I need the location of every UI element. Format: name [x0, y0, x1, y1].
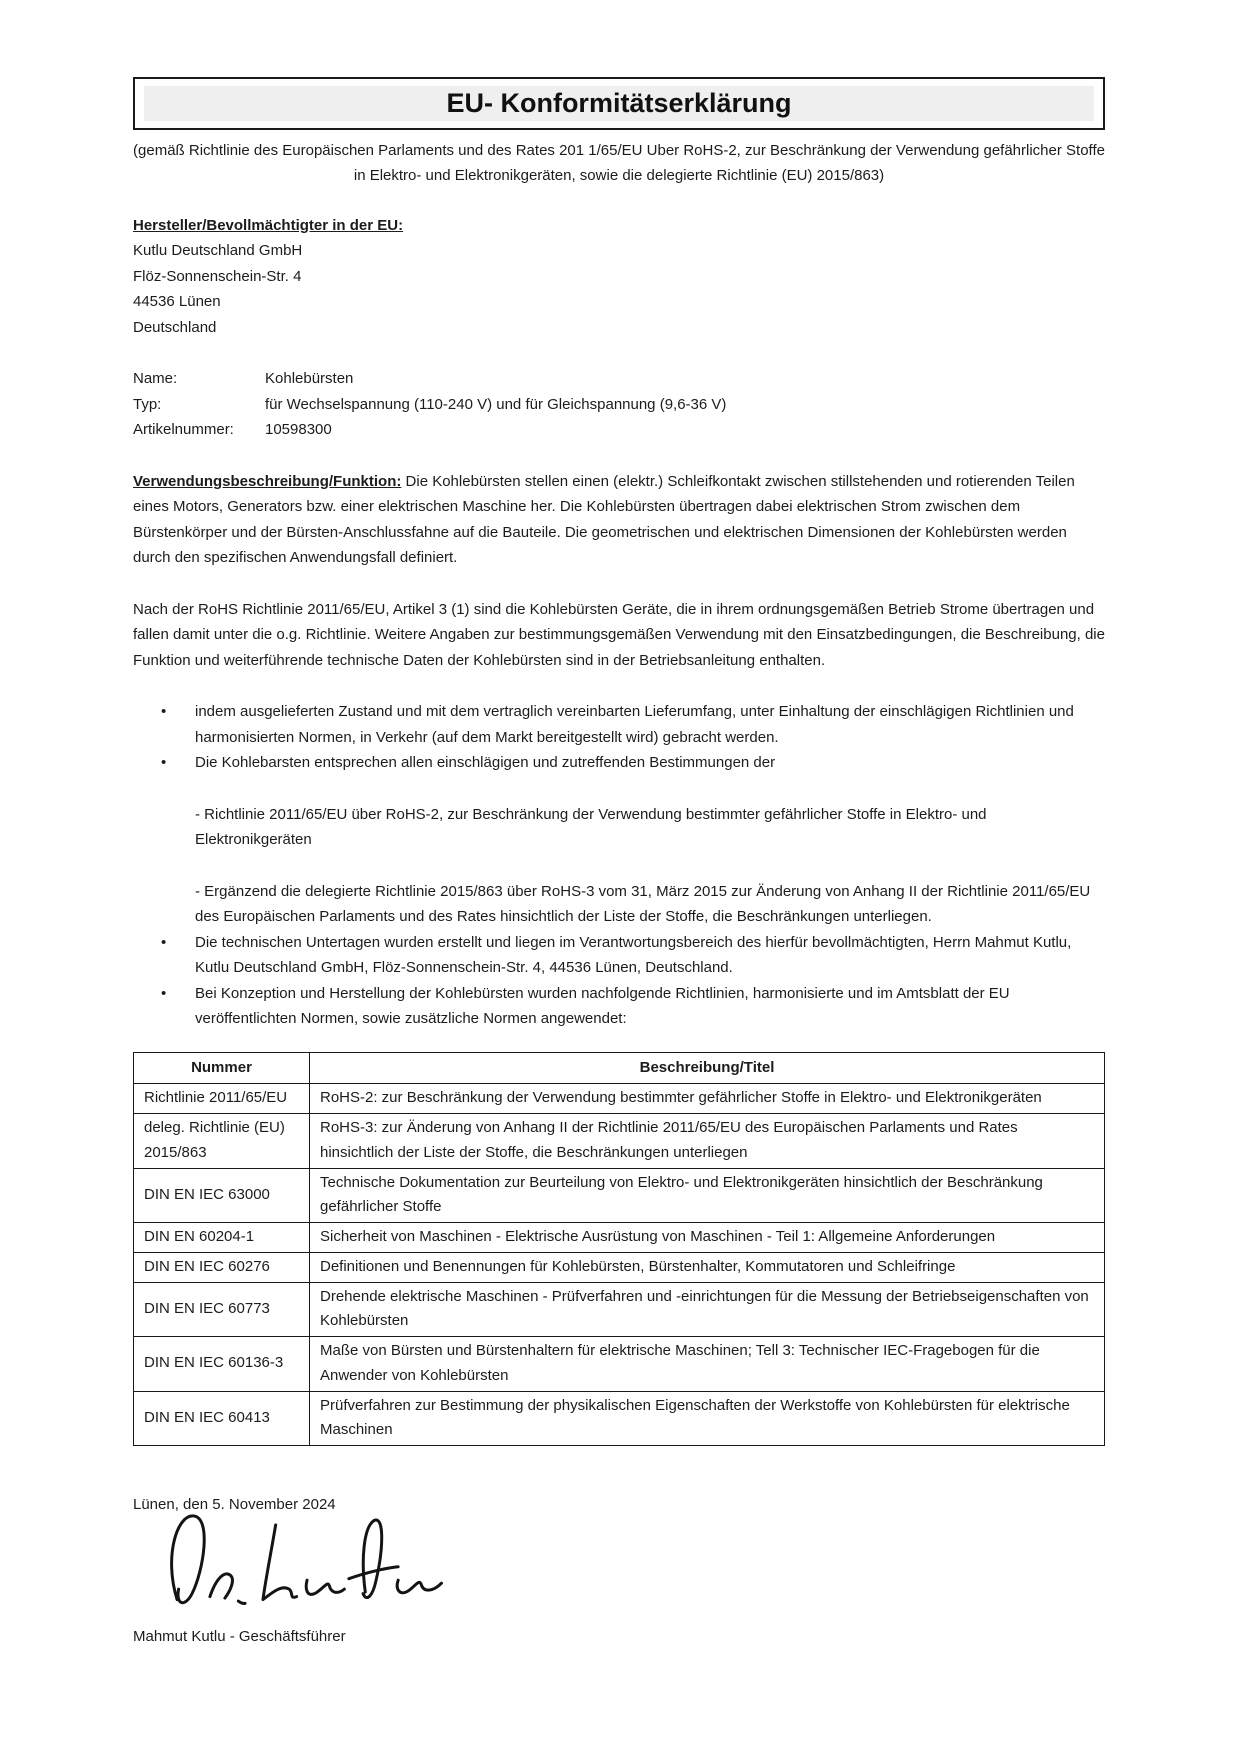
norm-title: Prüfverfahren zur Bestimmung der physikalischen Eigenschaften der Werkstoffe von Kohlebürsten für elektrische Maschinen — [310, 1391, 1105, 1446]
manufacturer-heading: Hersteller/Bevollmächtigter in der EU: — [133, 216, 404, 234]
table-header-title: Beschreibung/Titel — [310, 1052, 1105, 1084]
norm-title: Drehende elektrische Maschinen - Prüfverfahren und -einrichtungen für die Messung der Betriebseigenschaften von Kohlebürsten — [310, 1282, 1105, 1337]
usage-description-paragraph — [133, 469, 1105, 571]
bullet-text — [195, 750, 1105, 930]
product-articlenumber-value: 10598300 — [265, 421, 332, 439]
manufacturer-country: Deutschland — [133, 318, 217, 336]
manufacturer-city: 44536 Lünen — [133, 293, 221, 311]
bullet-text-main: Die Kohlebarsten entsprechen allen einschlägigen und zutreffenden Bestimmungen der — [195, 754, 776, 772]
norm-number: DIN EN IEC 60773 — [134, 1282, 310, 1337]
norm-number: DIN EN IEC 60276 — [134, 1252, 310, 1282]
product-name-value: Kohlebürsten — [265, 370, 354, 388]
norm-title: Definitionen und Benennungen für Kohlebürsten, Bürstenhalter, Kommutatoren und Schleifringe — [310, 1252, 1105, 1282]
norm-number: Richtlinie 2011/65/EU — [134, 1084, 310, 1114]
bullet-sub-item: - Richtlinie 2011/65/EU über RoHS-2, zur Beschränkung der Verwendung bestimmter gefährlicher Stoffe in Elektro- und Elektronikgeräten — [195, 805, 987, 849]
product-type-value: für Wechselspannung (110-240 V) und für Gleichspannung (9,6-36 V) — [265, 395, 727, 413]
product-type-row — [133, 392, 1105, 418]
usage-description-text: Die Kohlebürsten stellen einen (elektr.) Schleifkontakt zwischen stillstehenden und rotierenden Teilen eines Motors, Generators bzw. einer elektrischen Maschine her. Die Kohlebürsten übertragen dabei elektrischen Strom zwischen dem Bürstenkörper und der Bürsten-Anschlussfahne auf die Bauteile. Die geometrischen und elektrischen Dimensionen der Kohlebürsten werden durch den spezifischen Anwendungsfall definiert. — [133, 472, 1075, 567]
table-row — [134, 1252, 1105, 1282]
norm-title: Maße von Bürsten und Bürstenhaltern für elektrische Maschinen; Tell 3: Technischer IEC-Fragebogen für die Anwender von Kohlebürsten — [310, 1337, 1105, 1392]
product-name-label: Name: — [133, 370, 178, 388]
bullet-text: Die technischen Untertagen wurden erstellt und liegen im Verantwortungsbereich des hierfür bevollmächtigten, Herrn Mahmut Kutlu, Kutlu Deutschland GmbH, Flöz-Sonnenschein-Str. 4, 44536 Lünen, Deutschland. — [195, 933, 1072, 977]
manufacturer-street: Flöz-Sonnenschein-Str. 4 — [133, 267, 302, 285]
conformity-bullet-list — [133, 699, 1105, 1032]
signature-date-line: Lünen, den 5. November 2024 — [133, 1496, 336, 1514]
document-subtitle: (gemäß Richtlinie des Europäischen Parlaments und des Rates 201 1/65/EU Uber RoHS-2, zur Beschränkung der Verwendung gefährlicher Stoffe in Elektro- und Elektronikgeräten, sowie die delegierte Richtlinie (EU) 2015/863) — [133, 142, 1105, 184]
document-title: EU- Konformitätserklärung — [144, 86, 1094, 121]
bullet-text: Bei Konzeption und Herstellung der Kohlebürsten wurden nachfolgende Richtlinien, harmonisierte und im Amtsblatt der EU veröffentlichten Normen, sowie zusätzliche Normen angewendet: — [195, 984, 1010, 1028]
product-articlenumber-row — [133, 417, 1105, 443]
usage-description-heading: Verwendungsbeschreibung/Funktion: — [133, 472, 402, 490]
rohs-paragraph: Nach der RoHS Richtlinie 2011/65/EU, Artikel 3 (1) sind die Kohlebürsten Geräte, die in ihrem ordnungsgemäßen Betrieb Strome übertragen und fallen damit unter die o.g. Richtlinie. Weitere Angaben zur bestimmungsgemäßen Verwendung mit den Einsatzbedingungen, die Beschreibung, die Funktion und weiterführende technische Daten der Kohlebürsten sind in der Betriebsanleitung enthalten. — [133, 600, 1105, 669]
table-row — [134, 1168, 1105, 1223]
table-row — [134, 1282, 1105, 1337]
list-item — [133, 981, 1105, 1032]
norm-number: DIN EN IEC 60413 — [134, 1391, 310, 1446]
norms-table — [133, 1052, 1105, 1447]
norm-number: deleg. Richtlinie (EU) 2015/863 — [134, 1114, 310, 1169]
bullet-icon — [133, 750, 195, 930]
list-item — [133, 930, 1105, 981]
table-row — [134, 1391, 1105, 1446]
table-header-number: Nummer — [134, 1052, 310, 1084]
norm-title: RoHS-2: zur Beschränkung der Verwendung bestimmter gefährlicher Stoffe in Elektro- und Elektronikgeräten — [310, 1084, 1105, 1114]
norm-number: DIN EN 60204-1 — [134, 1223, 310, 1253]
bullet-icon — [133, 981, 195, 1032]
table-header-row — [134, 1052, 1105, 1084]
product-name-row — [133, 366, 1105, 392]
manufacturer-section — [133, 213, 1105, 341]
signature-name-line: Mahmut Kutlu - Geschäftsführer — [133, 1627, 346, 1645]
table-row — [134, 1114, 1105, 1169]
norm-number: DIN EN IEC 63000 — [134, 1168, 310, 1223]
title-box — [133, 77, 1105, 130]
table-row — [134, 1223, 1105, 1253]
norm-title: Sicherheit von Maschinen - Elektrische Ausrüstung von Maschinen - Teil 1: Allgemeine Anforderungen — [310, 1223, 1105, 1253]
bullet-text: indem ausgelieferten Zustand und mit dem vertraglich vereinbarten Lieferumfang, unter Einhaltung der einschlägigen Richtlinien und harmonisierten Normen, in Verkehr (auf dem Markt bereitgestellt wird) gebracht werden. — [195, 703, 1074, 746]
norm-number: DIN EN IEC 60136-3 — [134, 1337, 310, 1392]
list-item — [133, 750, 1105, 930]
product-type-label: Typ: — [133, 395, 162, 413]
bullet-icon — [133, 699, 195, 750]
table-row — [134, 1084, 1105, 1114]
bullet-sub-item: - Ergänzend die delegierte Richtlinie 2015/863 über RoHS-3 vom 31, März 2015 zur Änderung von Anhang II der Richtlinie 2011/65/EU des Europäischen Parlaments und des Rates hinsichtlich der Liste der Stoffe, die Beschränkungen unterliegen. — [195, 882, 1091, 926]
table-row — [134, 1337, 1105, 1392]
list-item — [133, 699, 1105, 750]
bullet-icon — [133, 930, 195, 981]
manufacturer-company: Kutlu Deutschland GmbH — [133, 242, 303, 260]
norm-title: Technische Dokumentation zur Beurteilung von Elektro- und Elektronikgeräten hinsichtlich der Beschränkung gefährlicher Stoffe — [310, 1168, 1105, 1223]
product-articlenumber-label: Artikelnummer: — [133, 421, 234, 439]
product-section — [133, 366, 1105, 443]
norm-title: RoHS-3: zur Änderung von Anhang II der Richtlinie 2011/65/EU des Europäischen Parlaments und Rates hinsichtlich der Liste der Stoffe, die Beschränkungen unterliegen — [310, 1114, 1105, 1169]
signature-section — [133, 1492, 1105, 1649]
handwritten-signature-image — [151, 1504, 481, 1622]
